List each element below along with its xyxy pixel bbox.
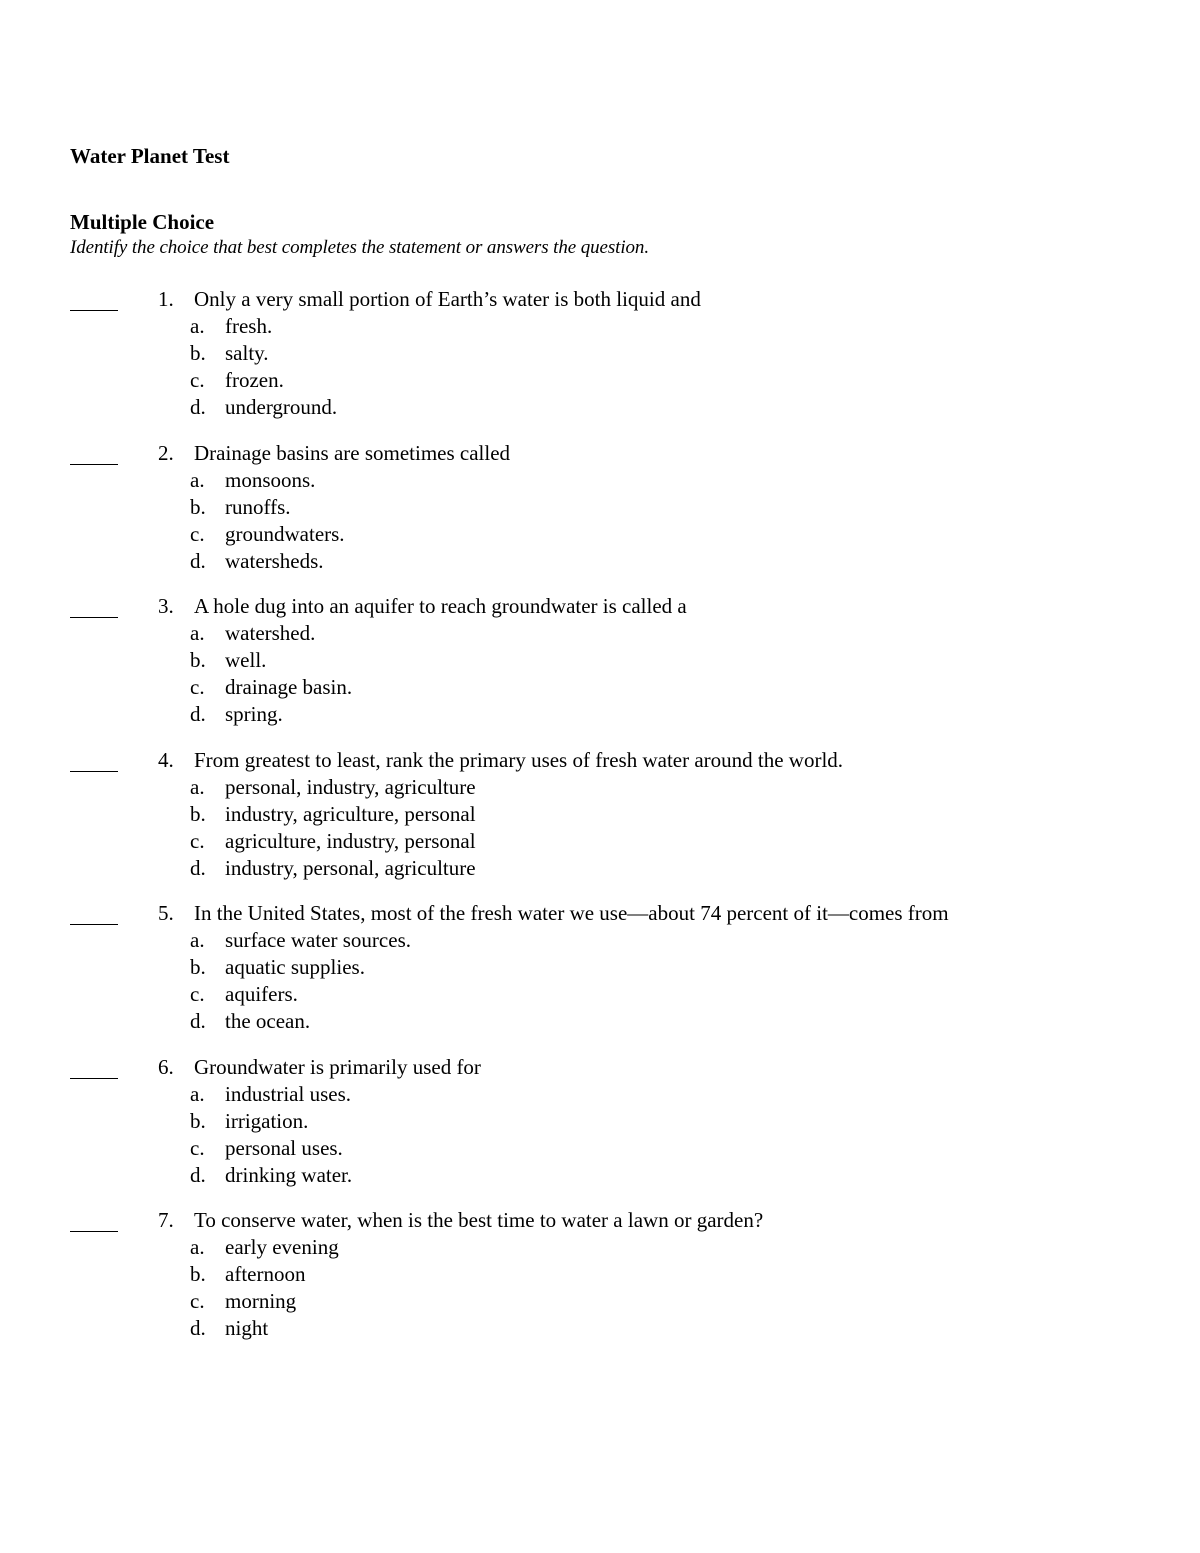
answer-blank[interactable] — [70, 310, 118, 311]
choice-text: afternoon — [225, 1262, 306, 1286]
question-item — [0, 745, 1200, 899]
question-item — [0, 1052, 1200, 1206]
choice-text: the ocean. — [225, 1009, 311, 1033]
choice-letter: d. — [190, 548, 206, 573]
choice-letter: a. — [190, 1235, 205, 1259]
choice-text: early evening — [225, 1235, 339, 1259]
choice-letter: a. — [190, 774, 205, 799]
choice-text: night — [225, 1316, 269, 1340]
question-number: 7. — [158, 1208, 174, 1232]
choice-letter: c. — [190, 982, 205, 1006]
choice-text: runoffs. — [225, 494, 291, 519]
choice-letter: b. — [190, 341, 206, 365]
question-number: 6. — [158, 1054, 174, 1079]
question-number: 3. — [158, 594, 174, 618]
choice-text: morning — [225, 1289, 297, 1313]
choice-letter: d. — [190, 1162, 206, 1187]
question-item — [0, 591, 1200, 745]
choice-letter: c. — [190, 521, 205, 546]
choice-letter: d. — [190, 1316, 206, 1340]
choice-letter: d. — [190, 855, 206, 880]
question-item — [0, 284, 1200, 438]
choice-text: well. — [225, 648, 267, 672]
choice-text: aquatic supplies. — [225, 955, 365, 979]
choice-letter: a. — [190, 467, 205, 492]
question-item — [0, 898, 1200, 1052]
section-instructions: Identify the choice that best completes the statement or answers the question. — [70, 237, 649, 258]
choice-text: watershed. — [225, 621, 316, 645]
answer-blank[interactable] — [70, 617, 118, 618]
question-text: Groundwater is primarily used for — [194, 1054, 481, 1079]
question-text: A hole dug into an aquifer to reach groundwater is called a — [194, 594, 687, 618]
choice-text: monsoons. — [225, 467, 316, 492]
question-number: 4. — [158, 747, 174, 772]
choice-letter: a. — [190, 1081, 205, 1106]
question-text: From greatest to least, rank the primary uses of fresh water around the world. — [194, 747, 844, 772]
choice-letter: c. — [190, 368, 205, 392]
choice-text: agriculture, industry, personal — [225, 828, 476, 853]
choice-text: groundwaters. — [225, 521, 345, 546]
question-list — [0, 284, 1200, 1359]
choice-text: spring. — [225, 702, 283, 726]
question-text: Drainage basins are sometimes called — [194, 440, 511, 465]
choice-letter: b. — [190, 955, 206, 979]
question-text: To conserve water, when is the best time to water a lawn or garden? — [194, 1208, 764, 1232]
choice-text: salty. — [225, 341, 269, 365]
choice-letter: a. — [190, 621, 205, 645]
choice-letter: d. — [190, 1009, 206, 1033]
choice-letter: b. — [190, 494, 206, 519]
choice-letter: a. — [190, 314, 205, 338]
choice-text: watersheds. — [225, 548, 324, 573]
choice-letter: c. — [190, 1135, 205, 1160]
choice-text: drainage basin. — [225, 675, 353, 699]
choice-letter: a. — [190, 928, 205, 952]
question-number: 1. — [158, 287, 174, 311]
choice-letter: b. — [190, 801, 206, 826]
choice-text: drinking water. — [225, 1162, 353, 1187]
answer-blank[interactable] — [70, 1078, 118, 1079]
choice-letter: d. — [190, 702, 206, 726]
question-number: 5. — [158, 901, 174, 925]
choice-text: personal uses. — [225, 1135, 343, 1160]
choice-text: underground. — [225, 395, 338, 419]
choice-letter: c. — [190, 675, 205, 699]
choice-text: irrigation. — [225, 1108, 309, 1133]
question-text: Only a very small portion of Earth’s water is both liquid and — [194, 287, 701, 311]
choice-text: frozen. — [225, 368, 284, 392]
choice-letter: b. — [190, 648, 206, 672]
answer-blank[interactable] — [70, 464, 118, 465]
question-item — [0, 1205, 1200, 1359]
choice-letter: c. — [190, 828, 205, 853]
choice-text: personal, industry, agriculture — [225, 774, 476, 799]
choice-text: industry, agriculture, personal — [225, 801, 476, 826]
answer-blank[interactable] — [70, 1231, 118, 1232]
section-title: Multiple Choice — [70, 210, 215, 234]
choice-letter: c. — [190, 1289, 205, 1313]
answer-blank[interactable] — [70, 924, 118, 925]
question-number: 2. — [158, 440, 174, 465]
choice-text: industry, personal, agriculture — [225, 855, 476, 880]
choice-letter: b. — [190, 1108, 206, 1133]
answer-blank[interactable] — [70, 771, 118, 772]
question-text: In the United States, most of the fresh water we use—about 74 percent of it—comes from — [194, 901, 949, 925]
choice-text: surface water sources. — [225, 928, 411, 952]
choice-text: fresh. — [225, 314, 273, 338]
choice-text: industrial uses. — [225, 1081, 351, 1106]
document-title: Water Planet Test — [70, 144, 230, 168]
question-item — [0, 438, 1200, 592]
choice-letter: d. — [190, 395, 206, 419]
choice-letter: b. — [190, 1262, 206, 1286]
choice-text: aquifers. — [225, 982, 298, 1006]
